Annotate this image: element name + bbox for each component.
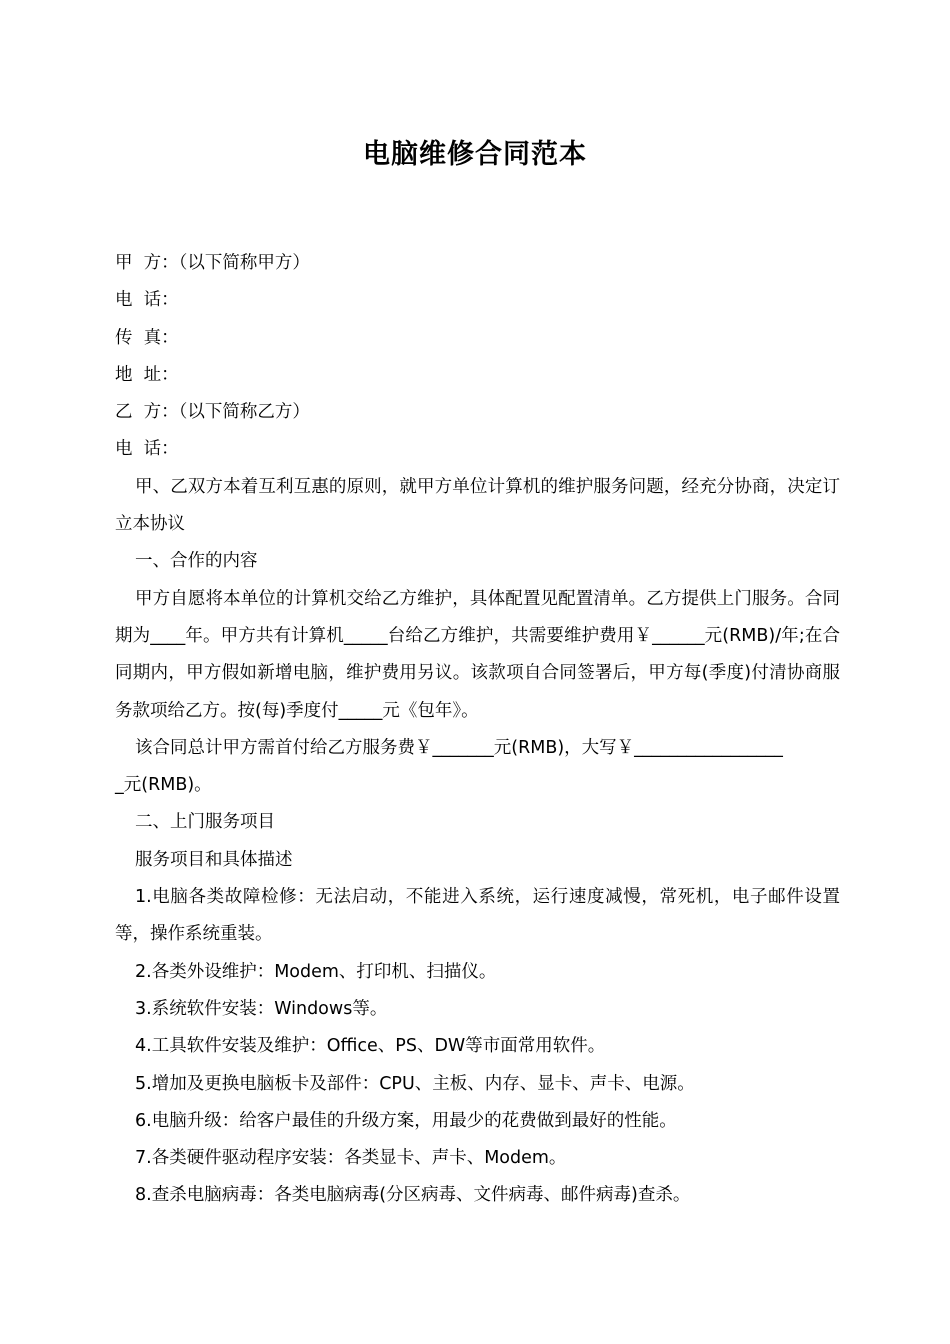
section-2-heading: 二、上门服务项目 (135, 812, 275, 833)
party-a-phone-line: 电 话： (115, 290, 179, 311)
section-1-paragraph-1: 甲方自愿将本单位的计算机交给乙方维护，具体配置见配置清单。乙方提供上门服务。合同期为____年。甲方共有计算机_____台给乙方维护，共需要维护费用￥______元(RMB)/年;在合同期内，甲方假如新增电脑，维护费用另议。该款项自合同签署后，甲方每(季度)付清协商服务款项给乙方。按(每)季度付_____元《包年》。 (115, 588, 840, 721)
service-item: 1.电脑各类故障检修：无法启动，不能进入系统，运行速度减慢，常死机，电子邮件设置等，操作系统重装。 (115, 887, 840, 945)
document-body (115, 245, 840, 1215)
service-item: 6.电脑升级：给客户最佳的升级方案，用最少的花费做到最好的性能。 (135, 1110, 677, 1131)
service-item: 8.查杀电脑病毒：各类电脑病毒(分区病毒、文件病毒、邮件病毒)查杀。 (135, 1185, 691, 1206)
service-item: 5.增加及更换电脑板卡及部件：CPU、主板、内存、显卡、声卡、电源。 (135, 1073, 695, 1094)
section-1-paragraph-2-line-1: 该合同总计甲方需首付给乙方服务费￥_______元(RMB)，大写￥_________________ (135, 737, 783, 758)
intro-paragraph: 甲、乙双方本着互利互惠的原则，就甲方单位计算机的维护服务问题，经充分协商，决定订立本协议 (115, 476, 840, 535)
section-1-heading: 一、合作的内容 (135, 551, 258, 572)
service-item: 7.各类硬件驱动程序安装：各类显卡、声卡、Modem。 (135, 1148, 567, 1169)
document-title: 电脑维修合同范本 (363, 139, 587, 170)
section-2-subheading: 服务项目和具体描述 (135, 849, 293, 870)
address-line: 地 址： (115, 364, 179, 385)
section-1-paragraph-2-line-2: _元(RMB)。 (115, 775, 212, 796)
party-a-line: 甲 方：（以下简称甲方） (115, 253, 310, 273)
service-item: 4.工具软件安装及维护：Office、PS、DW等市面常用软件。 (135, 1036, 606, 1057)
party-b-line: 乙 方：（以下简称乙方） (115, 402, 310, 423)
service-item: 2.各类外设维护：Modem、打印机、扫描仪。 (135, 961, 497, 982)
service-item: 3.系统软件安装：Windows等。 (135, 998, 388, 1019)
party-b-phone-line: 电 话： (115, 439, 179, 460)
fax-line: 传 真： (115, 327, 179, 348)
